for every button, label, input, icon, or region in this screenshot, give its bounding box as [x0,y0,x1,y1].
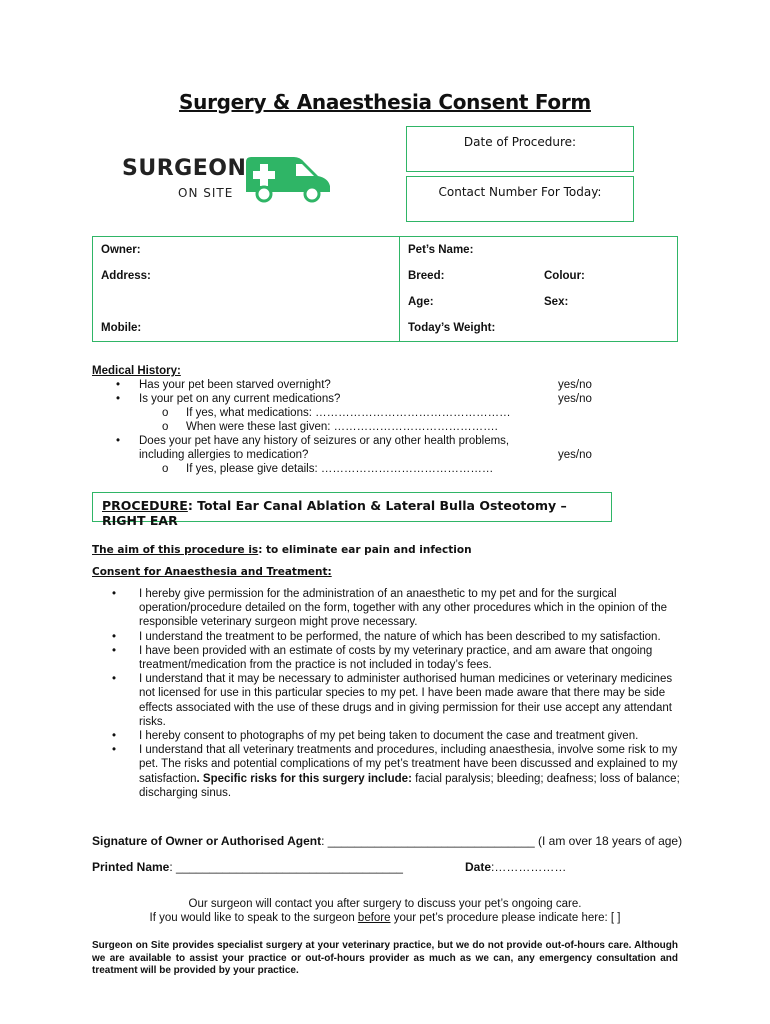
list-item [112,743,682,800]
list-item: • I understand the treatment to be performed, the nature of which has been described to my satisfaction. [112,630,682,644]
medical-history-section [92,364,692,476]
breed-field[interactable]: Breed: [408,270,445,282]
owner-pet-details-table [92,236,678,342]
table-row [93,289,678,315]
consent-list [112,587,682,800]
printed-name-line[interactable] [92,860,403,874]
specific-risks-label: . Specific risks for this surgery include: [196,772,412,785]
starved-question: Has your pet been starved overnight? [139,379,331,391]
contact-note: Our surgeon will contact you after surgery to discuss your pet’s ongoing care. [188,898,582,910]
aim-label: The aim of this procedure is [92,544,259,556]
date-field[interactable]: :……………… [491,860,567,874]
table-row [93,263,678,289]
speak-note-post[interactable]: your pet’s procedure please indicate here: [ ] [390,912,621,924]
risks-list: facial paralysis; bleeding; deafness; loss of balance; discharging sinus. [139,772,680,799]
procedure-label: PROCEDURE [102,498,188,513]
bullet: • [116,379,121,391]
details-line[interactable]: If yes, please give details: ……………………………………… [186,463,494,475]
breed-colour-cell [400,263,678,289]
medications-answer[interactable]: yes/no [558,393,592,405]
procedure-aim [92,544,472,556]
logo-word: SURGEON [122,156,247,181]
date-of-procedure-label: Date of Procedure: [463,135,577,149]
last-given-line[interactable]: When were these last given: ……………………………………. [186,421,498,433]
list-item: • I hereby consent to photographs of my pet being taken to document the case and treatment given. [112,729,682,743]
contact-number-box[interactable] [406,176,634,222]
consent-heading: Consent for Anaesthesia and Treatment: [92,566,332,578]
medications-question: Is your pet on any current medications? [139,393,341,405]
colour-field[interactable]: Colour: [544,270,585,282]
age-field[interactable]: Age: [408,296,434,308]
logo-subtitle: ON SITE [178,186,234,200]
contact-number-label: Contact Number For Today: [438,185,602,199]
date-label: Date [465,860,492,874]
age-sex-cell [400,289,678,315]
sub-bullet: o [162,421,169,433]
signature-field[interactable]: : _______________________________ (I am over 18 years of age) [321,834,683,848]
seizures-question-line2: including allergies to medication? [139,449,309,461]
table-row [93,237,678,264]
weight-field[interactable]: Today’s Weight: [408,322,496,334]
sub-bullet: o [162,407,169,419]
list-item: • I understand that it may be necessary to administer authorised human medicines or veterinary medicines not licensed for use in this particular species to my pet. I have been made aware that there may be side effects associated with the use of these drugs and in giving permission for their use accept any attendant risks. [112,672,682,729]
mobile-field[interactable]: Mobile: [93,315,400,342]
speak-note [0,911,770,925]
aim-text: : to eliminate ear pain and infection [258,544,472,556]
form-title: Surgery & Anaesthesia Consent Form [179,90,591,114]
procedure-box [92,492,612,528]
signature-line[interactable] [92,834,682,848]
bullet: • [116,393,121,405]
bullet: • [116,435,121,447]
speak-note-pre: If you would like to speak to the surgeon [149,912,358,924]
address-field[interactable]: Address: [93,263,400,289]
printed-name-label: Printed Name [92,860,170,874]
footer-disclaimer: Surgeon on Site provides specialist surgery at your veterinary practice, but we do not provide out-of-hours care. Although we are available to assist your practice or out-of-hours provider as much as we can, any emergency consultation and treatment will be provided by your practice. [92,940,678,976]
owner-field[interactable]: Owner: [93,237,400,264]
what-medications-line[interactable]: If yes, what medications: …………………………………………… [186,407,511,419]
seizures-question-line1: Does your pet have any history of seizures or any other health problems, [139,435,510,447]
medical-history-heading: Medical History: [92,365,181,377]
van-with-cross-icon [242,154,334,204]
printed-name-field[interactable]: : __________________________________ [169,860,403,874]
table-row [93,315,678,342]
pet-name-field[interactable]: Pet’s Name: [408,244,474,256]
procedure-text: : Total Ear Canal Ablation & Lateral Bulla Osteotomy – RIGHT EAR [102,498,567,528]
risks-text: I understand that all veterinary treatments and procedures, including anaesthesia, involve some risk to my pet. The risks and potential complications of my pet’s treatment have been discussed and explained to my satisfaction [139,744,678,785]
seizures-answer[interactable]: yes/no [558,449,592,461]
list-item: • I have been provided with an estimate of costs by my veterinary practice, and am aware that ongoing treatment/medication from the practice is not included in today’s fees. [112,644,682,672]
sub-bullet: o [162,463,169,475]
date-of-procedure-box[interactable] [406,126,634,172]
list-item: • I hereby give permission for the administration of an anaesthetic to my pet and for the surgical operation/procedure detailed on the form, together with any other procedures which in the opinion of the responsible veterinary surgeon might prove necessary. [112,587,682,630]
speak-note-emph: before [357,912,391,924]
address-line-2[interactable] [93,289,400,315]
signature-label: Signature of Owner or Authorised Agent [92,834,322,848]
starved-answer[interactable]: yes/no [558,379,592,391]
surgeon-on-site-logo [122,154,334,206]
sex-field[interactable]: Sex: [544,296,569,308]
date-line[interactable] [465,860,566,874]
